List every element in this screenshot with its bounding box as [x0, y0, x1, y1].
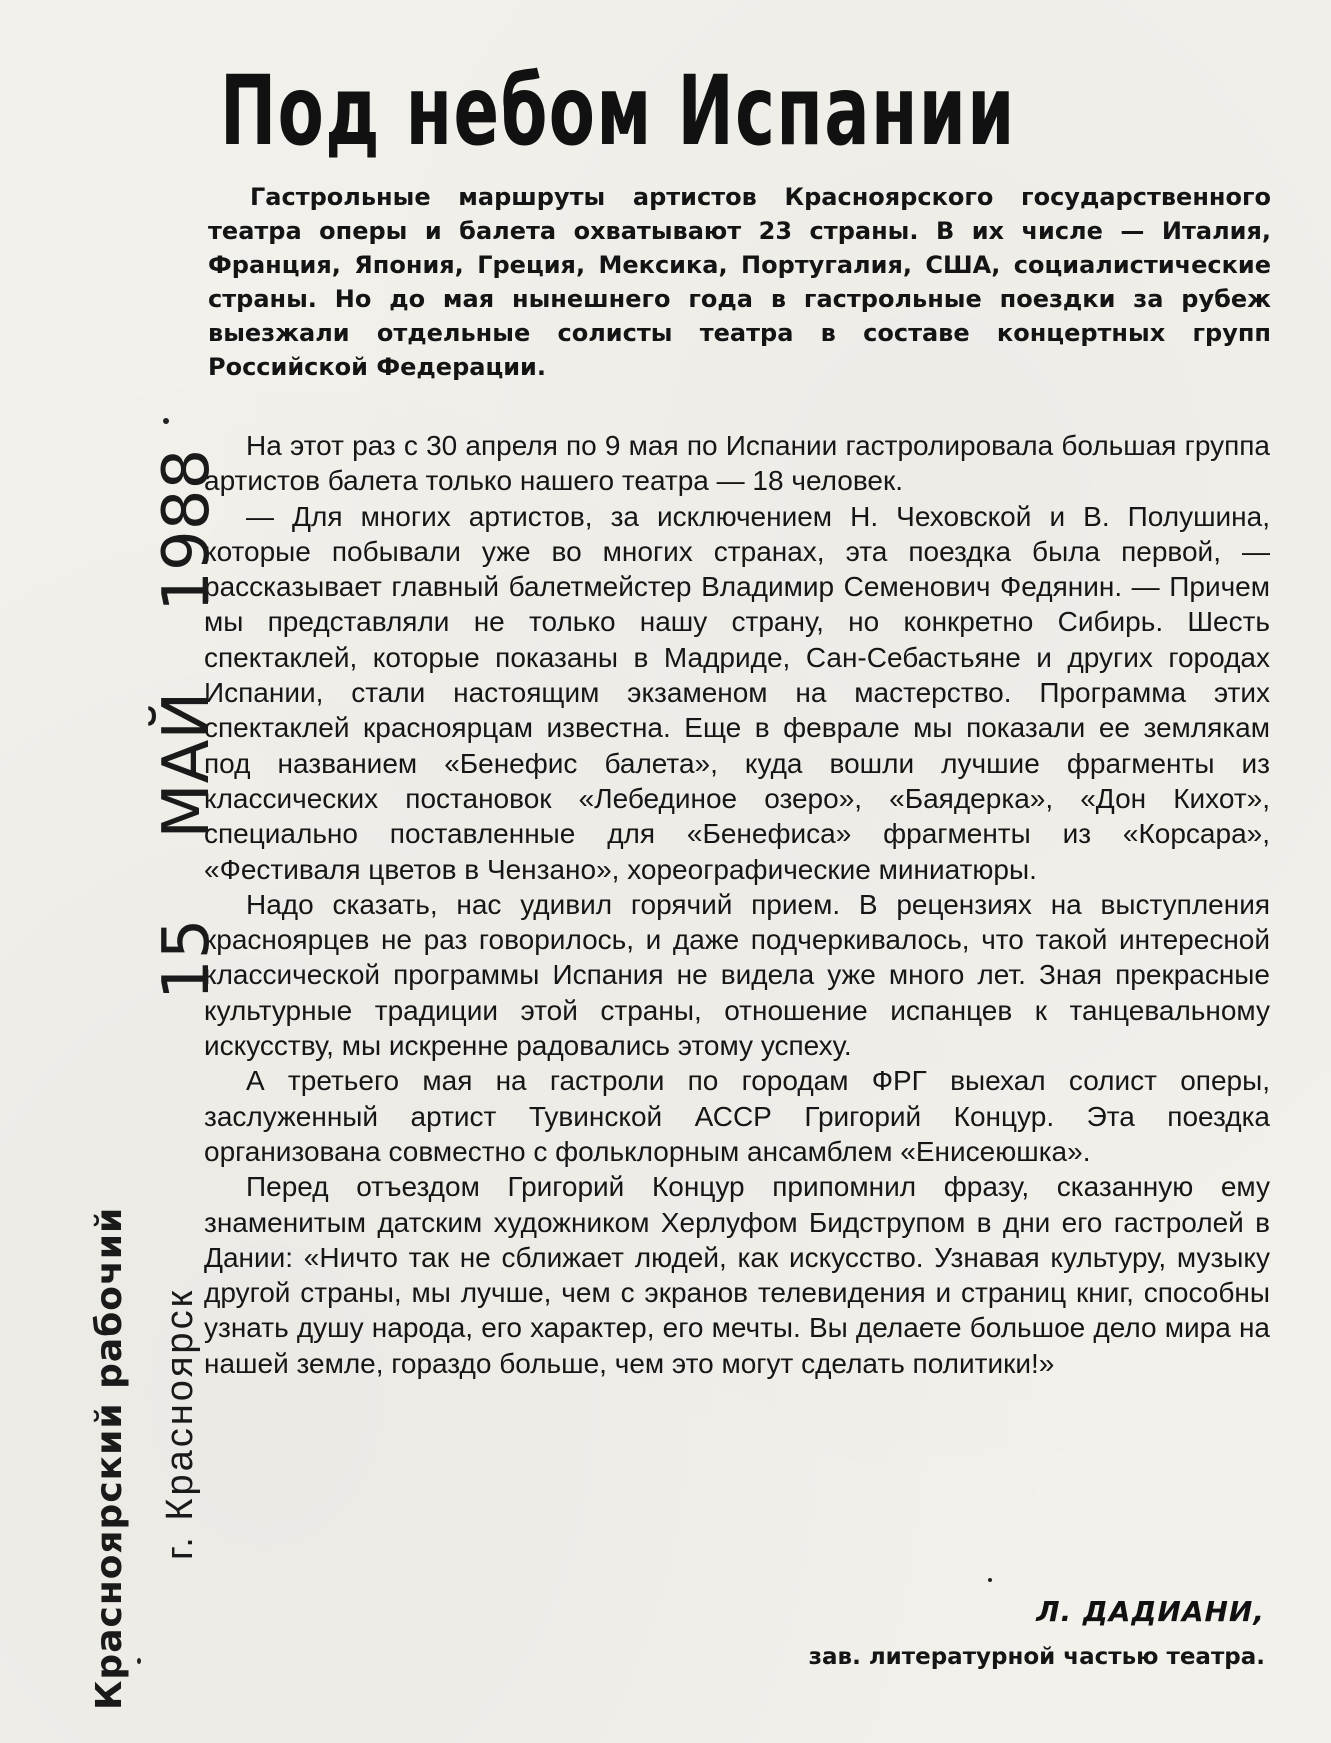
article-headline: Под небом Испании	[220, 55, 1016, 167]
article-body	[204, 428, 1270, 1381]
author-signature: Л. ДАДИАНИ,	[1036, 1595, 1265, 1628]
stamp-month: МАЙ	[150, 691, 224, 839]
print-speck	[137, 1658, 141, 1664]
article-paragraph: А третьего мая на гастроли по городам ФРГ выехал солист оперы, заслуженный артист Тувинской АССР Григорий Концур. Эта поездка организована совместно с фольклорным ансамблем «Енисеюшка».	[204, 1065, 1270, 1167]
stamp-city: г. Красноярск	[159, 1287, 201, 1560]
article-paragraph: Перед отъездом Григорий Концур припомнил фразу, сказанную ему знаменитым датским художником Херлуфом Бидструпом в дни его гастролей в Дании: «Ничто так не сближает людей, как искусство. Узнавая культуру, музыку другой страны, мы лучше, чем с экранов телевидения и страниц книг, способны узнать душу народа, его характер, его мечты. Вы делаете большое дело мира на нашей земле, гораздо больше, чем это могут сделать политики!»	[204, 1171, 1270, 1379]
article-paragraph: — Для многих артистов, за исключением Н. Чеховской и В. Полушина, которые побывали уже во многих странах, эта поездка была первой, — рассказывает главный балетмейстер Владимир Семенович Федянин. — Причем мы представляли не только нашу страну, но конкретно Сибирь. Шесть спектаклей, которые показаны в Мадриде, Сан-Себастьяне и других городах Испании, стали настоящим экзаменом на мастерство. Программа этих спектаклей красноярцам известна. Еще в феврале мы показали ее землякам под названием «Бенефис балета», куда вошли лучшие фрагменты из классических постановок «Лебединое озеро», «Баядерка», «Дон Кихот», специально поставленные для «Бенефиса» фрагменты из «Корсара», «Фестиваля цветов в Чензано», хореографические миниатюры.	[204, 500, 1270, 885]
print-speck	[988, 1578, 992, 1582]
print-speck	[163, 418, 169, 424]
stamp-newspaper-name: Красноярский рабочий	[89, 1206, 130, 1710]
article-lead: Гастрольные маршруты артистов Красноярского государственного театра оперы и балета охватывают 23 страны. В их числе — Италия, Франция, Япония, Греция, Мексика, Португалия, США, социалистические страны. Но до мая нынешнего года в гастрольные поездки за рубеж выезжали отдельные солисты театра в составе концертных групп Российской Федерации.	[208, 183, 1271, 381]
archive-date-stamp	[150, 448, 224, 1000]
stamp-day: 15	[150, 918, 224, 1000]
author-position: зав. литературной частью театра.	[808, 1644, 1265, 1670]
stamp-year: 1988	[150, 448, 224, 612]
article-paragraph: На этот раз с 30 апреля по 9 мая по Испании гастролировала большая группа артистов балета только нашего театра — 18 человек.	[204, 430, 1270, 497]
article-paragraph: Надо сказать, нас удивил горячий прием. В рецензиях на выступления красноярцев не раз говорилось, и даже подчеркивалось, что такой интересной классической программы Испания не видела уже много лет. Зная прекрасные культурные традиции этой страны, отношение испанцев к танцевальному искусству, мы искренне радовались этому успеху.	[204, 888, 1270, 1062]
